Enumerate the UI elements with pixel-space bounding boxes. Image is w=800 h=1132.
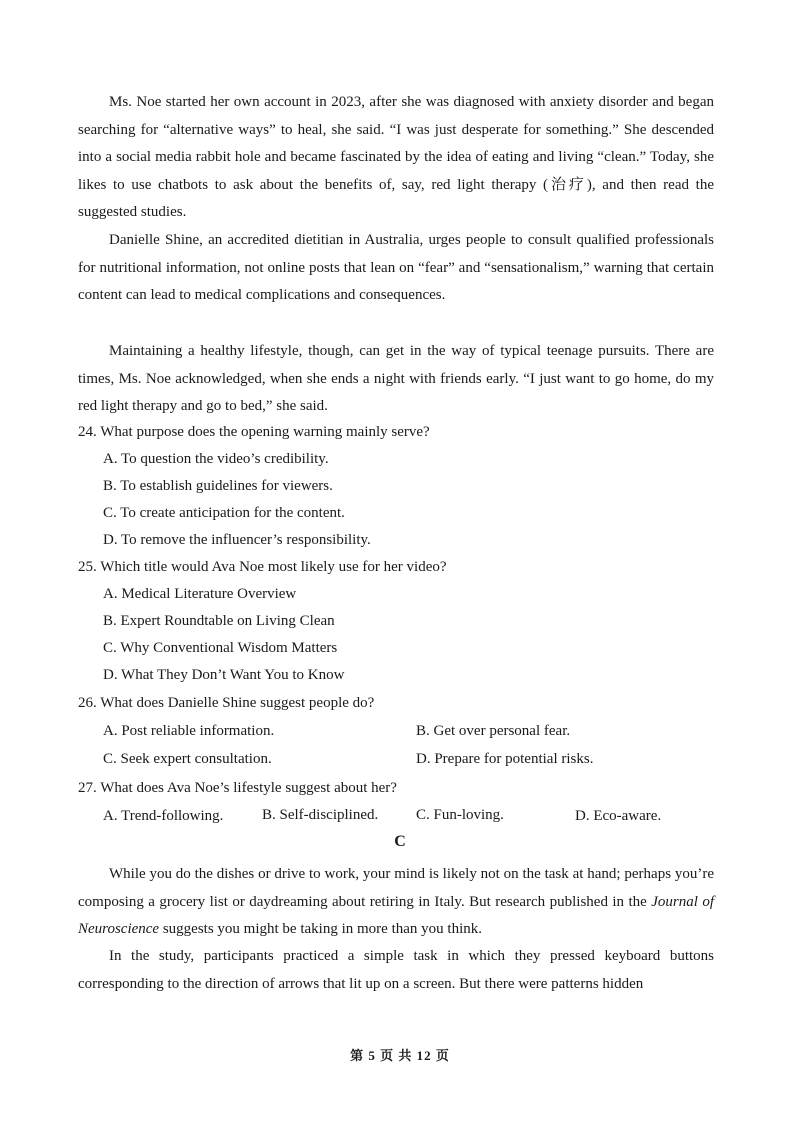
question-26-option-d[interactable]: D. Prepare for potential risks. [416,751,594,767]
section-c-heading: C [394,833,406,850]
question-24-option-b[interactable]: B. To establish guidelines for viewers. [103,478,333,494]
question-26-option-c[interactable]: C. Seek expert consultation. [103,751,272,767]
question-26-stem: 26. What does Danielle Shine suggest people do? [78,695,375,711]
section-c-paragraph-1: While you do the dishes or drive to work, your mind is likely not on the task at hand; perhaps you’re composing a grocery list or daydreaming about retiring in Italy. But research published in the Journal of Neuroscience suggests you might be taking in more than you think. [78,866,714,937]
question-27-option-b[interactable]: B. Self-disciplined. [262,807,379,823]
question-24-stem: 24. What purpose does the opening warning mainly serve? [78,424,430,440]
question-25-option-c[interactable]: C. Why Conventional Wisdom Matters [103,640,338,656]
question-27-option-d[interactable]: D. Eco-aware. [575,808,662,824]
question-25-option-a[interactable]: A. Medical Literature Overview [103,586,297,602]
passage-b-paragraph-3: Maintaining a healthy lifestyle, though, can get in the way of typical teenage pursuits. There are times, Ms. Noe acknowledged, when she ends a night with friends early. “I just want to go home, do my red light therapy and go to bed,” she said. [78,343,714,414]
question-27-option-c[interactable]: C. Fun-loving. [416,807,504,823]
question-27-option-a[interactable]: A. Trend-following. [103,808,224,824]
question-24-option-a[interactable]: A. To question the video’s credibility. [103,451,329,467]
journal-title: Journal of Neuroscience [78,893,714,937]
passage-b-paragraph-1: Ms. Noe started her own account in 2023, after she was diagnosed with anxiety disorder and began searching for “alternative ways” to heal, she said. “I was just desperate for something.” She descended into a social media rabbit hole and became fascinated by the idea of eating and living “clean.” Today, she likes to use chatbots to ask about the benefits of, say, red light therapy (治疗), and then read the suggested studies. [78,94,714,220]
question-25-option-d[interactable]: D. What They Don’t Want You to Know [103,667,345,683]
question-27-stem: 27. What does Ava Noe’s lifestyle suggest about her? [78,780,397,796]
passage-b-paragraph-2: Danielle Shine, an accredited dietitian in Australia, urges people to consult qualified professionals for nutritional information, not online posts that lean on “fear” and “sensationalism,” warning that certain content can lead to medical complications and consequences. [78,232,714,303]
question-25-option-b[interactable]: B. Expert Roundtable on Living Clean [103,613,335,629]
question-24-option-d[interactable]: D. To remove the influencer’s responsibility. [103,532,371,548]
question-24-option-c[interactable]: C. To create anticipation for the content. [103,505,345,521]
page-number-footer: 第 5 页 共 12 页 [350,1048,450,1063]
question-26-option-b[interactable]: B. Get over personal fear. [416,723,571,739]
question-25-stem: 25. Which title would Ava Noe most likely use for her video? [78,559,447,575]
question-26-option-a[interactable]: A. Post reliable information. [103,723,275,739]
section-c-paragraph-2: In the study, participants practiced a simple task in which they pressed keyboard buttons corresponding to the direction of arrows that lit up on a screen. But there were patterns hidden [78,948,714,992]
